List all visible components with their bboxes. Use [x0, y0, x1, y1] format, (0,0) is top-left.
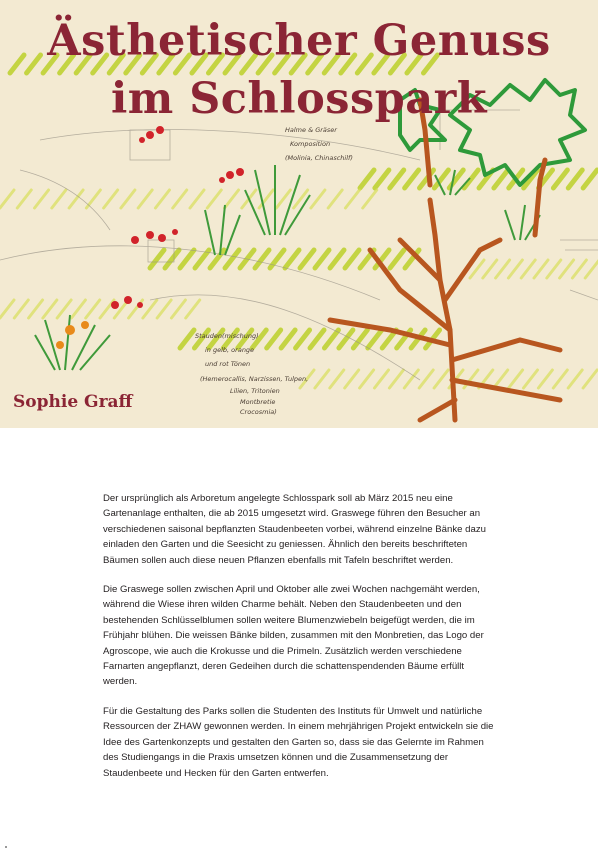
- svg-text:Lilien, Tritonien: Lilien, Tritonien: [230, 387, 280, 395]
- svg-text:Halme & Gräser: Halme & Gräser: [285, 126, 337, 134]
- svg-text:Crocosmia): Crocosmia): [240, 408, 277, 416]
- paragraph-3: Für die Gestaltung des Parks sollen die Studenten des Instituts für Umwelt und natürliche Ressourcen der ZHAW gewonnen werden. In einem mehrjährigen Projekt entwickeln sie die Idee des Gartenkonzepts und gestalten den Garten so, dass sie das Gelernte im Rahmen des Studiengangs in die Praxis umsetzen können und die Zusammensetzung der Staudenbeete und Hecken für den Garten entwerfen.: [103, 705, 494, 779]
- svg-text:in gelb, orange: in gelb, orange: [205, 346, 255, 354]
- svg-text:(Hemerocallis, Narzissen, Tulp: (Hemerocallis, Narzissen, Tulpen,: [200, 375, 309, 383]
- article-body: [103, 491, 495, 795]
- paragraph-2: Die Graswege sollen zwischen April und Oktober alle zwei Wochen nachgemäht werden, während die Wiese ihren wilden Charme behält. Neben den Staudenbeeten und den bestehenden Schlüsselblumen sollen weitere Blumenzwiebeln beigefügt werden, die im Frühjahr blühen. Die weissen Bänke bilden, zusammen mit den Monbretien, das Logo der Agroscope, wie auch die Krokusse und die Primeln. Zusätzlich werden verschiedene Farnarten angepflanzt, deren Gedeihen durch die schattenspendenden Bäume erfüllt werden.: [103, 584, 484, 688]
- paragraph-1: Der ursprünglich als Arboretum angelegte Schlosspark soll ab März 2015 neu eine Gartenanlage enthalten, die ab 2015 umgesetzt wird. Graswege führen den Besucher an verschiedenen saisonal bepflanzten Staudenbeeten vorbei, während einzelne Bänke dazu einladen den Garten und die Seesicht zu geniessen. Ähnlich den bereits beschrifteten Bäumen sollen auch diese neuen Pflanzen ebenfalls mit Tafeln beschriftet werden.: [103, 493, 486, 566]
- page-title-line-1: Ästhetischer Genuss: [47, 16, 551, 66]
- svg-text:und rot Tönen: und rot Tönen: [205, 360, 251, 368]
- svg-text:Montbretie: Montbretie: [240, 398, 276, 406]
- page-marker: [5, 846, 7, 848]
- svg-text:Stauden(mischung): Stauden(mischung): [195, 332, 259, 340]
- svg-text:(Molinia, Chinaschilf): (Molinia, Chinaschilf): [285, 154, 353, 162]
- author-name: Sophie Graff: [13, 392, 133, 412]
- page-title-line-2: im Schlosspark: [110, 74, 488, 124]
- svg-text:Komposition: Komposition: [290, 140, 331, 148]
